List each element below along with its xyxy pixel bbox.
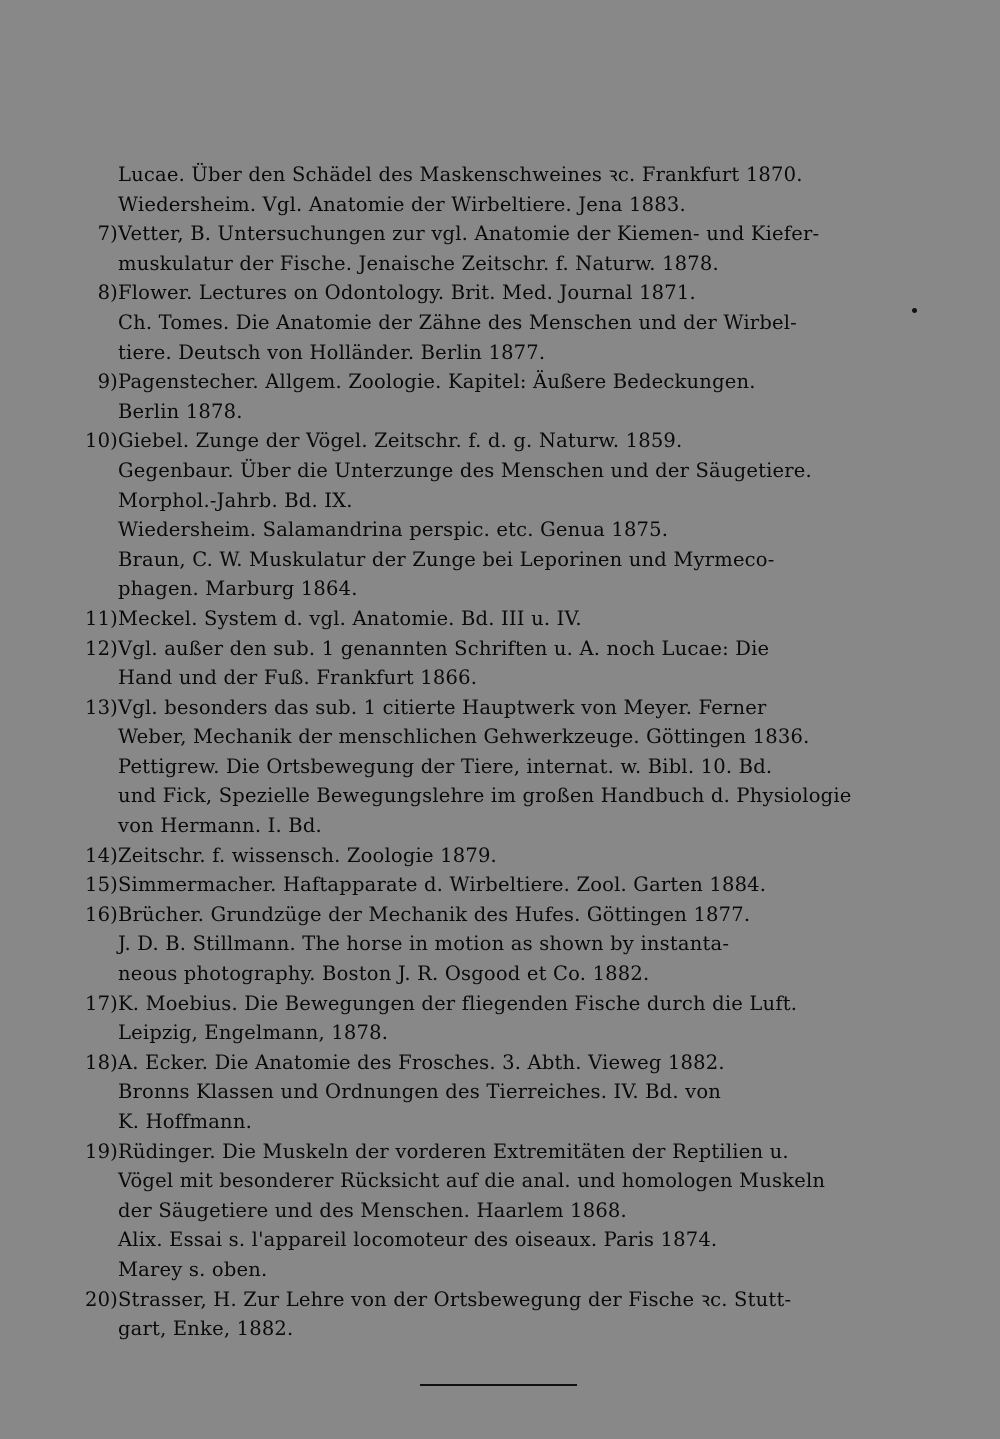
- reference-line: [82, 1285, 902, 1315]
- reference-line: [82, 959, 902, 989]
- reference-text: K. Hoffmann.: [118, 1110, 252, 1133]
- reference-line: [82, 1166, 902, 1196]
- reference-number: 11): [84, 606, 118, 630]
- reference-list: [82, 160, 902, 1344]
- reference-text: Rüdinger. Die Muskeln der vorderen Extremitäten der Reptilien u.: [118, 1139, 789, 1163]
- reference-number: 15): [84, 873, 118, 897]
- reference-text: Wiedersheim. Vgl. Anatomie der Wirbeltiere. Jena 1883.: [118, 192, 686, 216]
- reference-line: [82, 752, 902, 782]
- reference-line: [82, 1225, 902, 1255]
- reference-text: Ch. Tomes. Die Anatomie der Zähne des Menschen und der Wirbel-: [118, 310, 797, 334]
- reference-number: 20): [84, 1287, 118, 1311]
- reference-line: [82, 545, 902, 575]
- reference-line: [82, 663, 902, 693]
- reference-text: Strasser, H. Zur Lehre von der Ortsbewegung der Fische ꝛc. Stutt-: [118, 1287, 792, 1311]
- reference-number: 19): [84, 1139, 118, 1163]
- reference-text: neous photography. Boston J. R. Osgood et Co. 1882.: [118, 962, 650, 986]
- reference-text: Vetter, B. Untersuchungen zur vgl. Anatomie der Kiemen- und Kiefer-: [118, 222, 820, 246]
- reference-line: [82, 811, 902, 841]
- reference-text: Bronns Klassen und Ordnungen des Tierreiches. IV. Bd. von: [118, 1080, 722, 1104]
- reference-text: von Hermann. I. Bd.: [118, 814, 322, 838]
- reference-text: und Fick, Spezielle Bewegungslehre im großen Handbuch d. Physiologie: [118, 784, 852, 808]
- reference-text: gart, Enke, 1882.: [118, 1317, 294, 1341]
- reference-text: K. Moebius. Die Bewegungen der fliegenden Fische durch die Luft.: [118, 991, 798, 1015]
- reference-line: [82, 1137, 902, 1167]
- reference-text: Lucae. Über den Schädel des Maskenschweines ꝛc. Frankfurt 1870.: [118, 163, 803, 186]
- reference-text: Braun, C. W. Muskulatur der Zunge bei Leporinen und Myrmeco-: [118, 547, 775, 571]
- reference-text: Weber, Mechanik der menschlichen Gehwerkzeuge. Göttingen 1836.: [118, 725, 810, 749]
- reference-line: [82, 190, 902, 220]
- reference-line: [82, 456, 902, 486]
- reference-text: Brücher. Grundzüge der Mechanik des Hufes. Göttingen 1877.: [118, 902, 751, 926]
- reference-text: Vgl. besonders das sub. 1 citierte Hauptwerk von Meyer. Ferner: [118, 695, 767, 719]
- reference-line: [82, 989, 902, 1019]
- reference-text: muskulatur der Fische. Jenaische Zeitschr. f. Naturw. 1878.: [118, 251, 719, 275]
- reference-number: 10): [84, 429, 118, 453]
- reference-line: [82, 722, 902, 752]
- ink-speck: [912, 308, 917, 313]
- reference-number: 14): [84, 843, 118, 867]
- reference-line: [82, 1077, 902, 1107]
- reference-line: [82, 367, 902, 397]
- footer-rule: [420, 1384, 577, 1386]
- reference-line: [82, 1314, 902, 1344]
- reference-line: [82, 426, 902, 456]
- reference-text: Meckel. System d. vgl. Anatomie. Bd. III u. IV.: [118, 606, 582, 630]
- reference-text: Morphol.-Jahrb. Bd. IX.: [118, 488, 353, 512]
- reference-line: [82, 278, 902, 308]
- reference-line: [82, 486, 902, 516]
- reference-line: [82, 308, 902, 338]
- reference-line: [82, 634, 902, 664]
- reference-text: Hand und der Fuß. Frankfurt 1866.: [118, 666, 478, 690]
- reference-text: Giebel. Zunge der Vögel. Zeitschr. f. d. g. Naturw. 1859.: [118, 429, 683, 453]
- reference-text: phagen. Marburg 1864.: [118, 577, 358, 601]
- reference-number: 12): [84, 636, 118, 660]
- reference-text: der Säugetiere und des Menschen. Haarlem 1868.: [118, 1198, 627, 1222]
- reference-text: Wiedersheim. Salamandrina perspic. etc. Genua 1875.: [118, 518, 669, 542]
- reference-line: [82, 574, 902, 604]
- reference-line: [82, 1196, 902, 1226]
- reference-number: 7): [97, 222, 118, 246]
- reference-line: [82, 397, 902, 427]
- reference-line: [82, 1048, 902, 1078]
- reference-line: [82, 693, 902, 723]
- reference-text: Vögel mit besonderer Rücksicht auf die anal. und homologen Muskeln: [118, 1169, 826, 1193]
- reference-number: 9): [97, 370, 118, 394]
- reference-line: [82, 781, 902, 811]
- reference-line: [82, 1018, 902, 1048]
- reference-text: J. D. B. Stillmann. The horse in motion as shown by instanta-: [118, 932, 730, 956]
- reference-text: Simmermacher. Haftapparate d. Wirbeltiere. Zool. Garten 1884.: [118, 873, 767, 897]
- reference-text: Gegenbaur. Über die Unterzunge des Menschen und der Säugetiere.: [118, 458, 812, 482]
- reference-line: [82, 338, 902, 368]
- reference-text: Pettigrew. Die Ortsbewegung der Tiere, internat. w. Bibl. 10. Bd.: [118, 754, 773, 778]
- reference-line: [82, 900, 902, 930]
- reference-text: Berlin 1878.: [118, 399, 243, 423]
- reference-line: [82, 929, 902, 959]
- reference-line: [82, 870, 902, 900]
- reference-text: Leipzig, Engelmann, 1878.: [118, 1021, 389, 1045]
- reference-text: A. Ecker. Die Anatomie des Frosches. 3. Abth. Vieweg 1882.: [118, 1050, 725, 1074]
- reference-line: [82, 249, 902, 279]
- reference-text: Vgl. außer den sub. 1 genannten Schriften u. A. noch Lucae: Die: [118, 636, 770, 660]
- reference-line: [82, 515, 902, 545]
- reference-line: [82, 604, 902, 634]
- reference-line: [82, 1255, 902, 1285]
- reference-number: 13): [84, 695, 118, 719]
- reference-number: 8): [97, 281, 118, 305]
- reference-number: 18): [84, 1050, 118, 1074]
- reference-text: Alix. Essai s. l'appareil locomoteur des oiseaux. Paris 1874.: [118, 1228, 718, 1252]
- reference-number: 17): [84, 991, 118, 1015]
- reference-number: 16): [84, 902, 118, 926]
- reference-line: [82, 160, 902, 190]
- reference-text: Pagenstecher. Allgem. Zoologie. Kapitel: Äußere Bedeckungen.: [118, 370, 756, 394]
- reference-text: Zeitschr. f. wissensch. Zoologie 1879.: [118, 843, 497, 867]
- reference-line: [82, 1107, 902, 1137]
- reference-line: [82, 219, 902, 249]
- reference-line: [82, 841, 902, 871]
- reference-text: Marey s. oben.: [118, 1257, 268, 1281]
- reference-text: Flower. Lectures on Odontology. Brit. Med. Journal 1871.: [118, 281, 696, 305]
- reference-text: tiere. Deutsch von Holländer. Berlin 1877.: [118, 340, 546, 364]
